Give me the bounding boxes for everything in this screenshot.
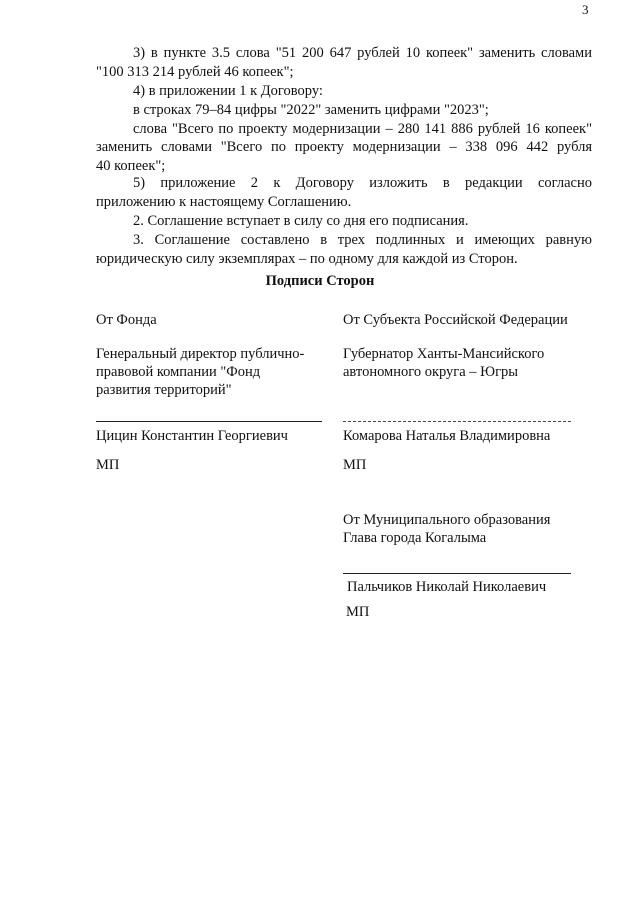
municipality-seal-mark: МП — [346, 604, 370, 620]
region-position-line-1: Губернатор Ханты-Мансийского — [343, 346, 545, 362]
item-4-words-line-2: заменить словами "Всего по проекту модернизации – 338 096 442 рубля — [96, 139, 592, 155]
region-seal-mark: МП — [343, 457, 367, 473]
clause-2: 2. Соглашение вступает в силу со дня его подписания. — [133, 213, 469, 229]
page-number: 3 — [582, 2, 589, 17]
fund-position-line-2: правовой компании "Фонд — [96, 364, 261, 380]
item-3-line-1: 3) в пункте 3.5 слова "51 200 647 рублей 10 копеек" заменить словами — [133, 45, 592, 61]
item-5-line-2: приложению к настоящему Соглашению. — [96, 194, 352, 210]
clause-3-line-1: 3. Соглашение составлено в трех подлинных и имеющих равную — [133, 232, 592, 248]
municipality-signature-line — [343, 573, 571, 574]
item-5-line-1: 5) приложение 2 к Договору изложить в редакции согласно — [133, 175, 592, 191]
item-4-words-line-1: слова "Всего по проекту модернизации – 280 141 886 рублей 16 копеек" — [133, 121, 592, 137]
item-4-intro: 4) в приложении 1 к Договору: — [133, 83, 323, 99]
municipality-signatory-name: Пальчиков Николай Николаевич — [347, 579, 547, 595]
region-from-label: От Субъекта Российской Федерации — [343, 312, 568, 328]
fund-position-line-3: развития территорий" — [96, 382, 232, 398]
municipality-head-title: Глава города Когалыма — [343, 530, 487, 546]
fund-signature-line — [96, 421, 322, 422]
region-signature-line — [343, 421, 571, 422]
fund-signatory-name: Цицин Константин Георгиевич — [96, 428, 288, 444]
item-3-line-2: "100 313 214 рублей 46 копеек"; — [96, 64, 294, 80]
fund-from-label: От Фонда — [96, 312, 157, 328]
region-signatory-name: Комарова Наталья Владимировна — [343, 428, 551, 444]
clause-3-line-2: юридическую силу экземплярах – по одному для каждой из Сторон. — [96, 251, 518, 267]
item-4-words-line-3: 40 копеек"; — [96, 158, 166, 174]
fund-position-line-1: Генеральный директор публично- — [96, 346, 305, 362]
item-4-rows: в строках 79–84 цифры "2022" заменить цифрами "2023"; — [133, 102, 489, 118]
signatures-heading: Подписи Сторон — [265, 273, 375, 289]
region-position-line-2: автономного округа – Югры — [343, 364, 519, 380]
fund-seal-mark: МП — [96, 457, 120, 473]
municipality-from-label: От Муниципального образования — [343, 512, 551, 528]
